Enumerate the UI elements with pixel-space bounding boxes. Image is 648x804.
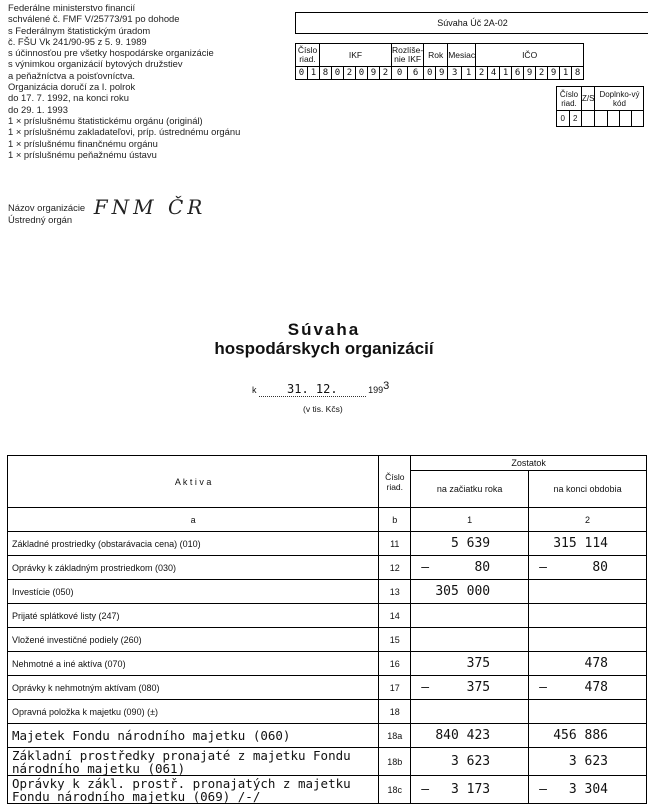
sub-digit: 2 bbox=[569, 111, 582, 127]
row-number: 18b bbox=[379, 748, 411, 776]
code-digit: 9 bbox=[368, 67, 380, 80]
row-end-value bbox=[529, 724, 647, 748]
date-line bbox=[252, 380, 389, 396]
row-label: Vložené investičné podiely (260) bbox=[8, 628, 379, 652]
sub-header-2: 2 bbox=[529, 508, 647, 532]
value: 80 bbox=[592, 560, 608, 575]
year-prefix: 199 bbox=[368, 385, 384, 395]
header-line: 1 × príslušnému zakladateľovi, príp. ústrednému orgánu bbox=[8, 126, 241, 138]
header-text-block bbox=[8, 2, 240, 160]
sub-digit: 0 bbox=[557, 111, 570, 127]
row-start-value bbox=[411, 700, 529, 724]
header-line: 1 × príslušnému štatistickému orgánu (originál) bbox=[8, 114, 203, 126]
page-title: Súvaha bbox=[287, 320, 361, 339]
code-digit: 1 bbox=[560, 67, 572, 80]
value: 456 886 bbox=[553, 728, 608, 743]
row-number: 15 bbox=[379, 628, 411, 652]
row-number: 14 bbox=[379, 604, 411, 628]
sub-cell bbox=[619, 111, 631, 127]
sub-cell bbox=[607, 111, 619, 127]
table-row bbox=[8, 676, 647, 700]
code-digit: 8 bbox=[572, 67, 584, 80]
sub-header-a: a bbox=[8, 508, 379, 532]
year-suffix: 3 bbox=[383, 380, 390, 392]
table-row bbox=[8, 652, 647, 676]
row-label: Nehmotné a iné aktíva (070) bbox=[8, 652, 379, 676]
code-digit: 2 bbox=[380, 67, 392, 80]
code-digit: 2 bbox=[536, 67, 548, 80]
table-row bbox=[8, 556, 647, 580]
row-end-value bbox=[529, 700, 647, 724]
header-line: s Federálnym štatistickým úradom bbox=[8, 24, 151, 36]
sub-cell bbox=[632, 111, 644, 127]
row-end-value bbox=[529, 748, 647, 776]
table-row bbox=[8, 748, 647, 776]
col-cislo-header: Číslo riad. bbox=[379, 456, 411, 508]
row-label: Oprávky k základným prostriedkom (030) bbox=[8, 556, 379, 580]
date-value: 31. 12. bbox=[259, 382, 366, 397]
row-label: Prijaté splátkové listy (247) bbox=[8, 604, 379, 628]
table-row bbox=[8, 628, 647, 652]
header-line: s účinnosťou pre všetky hospodárske organizácie bbox=[8, 47, 214, 59]
row-number: 17 bbox=[379, 676, 411, 700]
year bbox=[368, 380, 390, 395]
central-organ-label: Ústredný orgán bbox=[8, 214, 73, 225]
org-name-value: FNM ČR bbox=[93, 195, 207, 219]
neg-sign: — bbox=[421, 680, 430, 695]
header-line: Federálne ministerstvo financií bbox=[8, 2, 136, 13]
header-line: č. FŠU Vk 241/90-95 z 5. 9. 1989 bbox=[8, 35, 147, 47]
row-end-value bbox=[529, 676, 647, 700]
row-start-value bbox=[411, 652, 529, 676]
form-title-box: Súvaha Úč 2A-02 bbox=[295, 12, 648, 34]
value: 840 423 bbox=[435, 728, 491, 743]
row-end-value bbox=[529, 604, 647, 628]
code-label-rozlisenie: Rozlíše-nie IKF bbox=[392, 44, 424, 67]
code-digit: 0 bbox=[392, 67, 408, 80]
code-label-cislo: Číslo riad. bbox=[296, 44, 320, 67]
table-row bbox=[8, 580, 647, 604]
code-digit: 8 bbox=[320, 67, 332, 80]
sub-label-cislo: Číslo riad. bbox=[557, 87, 582, 111]
row-label: Základní prostředky pronajaté z majetku Fondu národního majetku (061) bbox=[8, 748, 379, 776]
code-label-ico: IČO bbox=[476, 44, 584, 67]
row-number: 11 bbox=[379, 532, 411, 556]
neg-sign: — bbox=[539, 782, 547, 797]
form-codes-table bbox=[295, 43, 584, 80]
sub-label-zs: Z/S bbox=[582, 87, 595, 111]
header-line: schválené č. FMF V/25773/91 po dohode bbox=[8, 13, 180, 25]
header-line: do 29. 1. 1993 bbox=[8, 103, 68, 115]
table-row bbox=[8, 532, 647, 556]
row-label: Oprávky k zákl. prostř. pronajatých z majetku Fondu národního majetku (069) /-/ bbox=[8, 776, 379, 804]
code-digit: 2 bbox=[476, 67, 488, 80]
value: 478 bbox=[584, 680, 608, 695]
value: 375 bbox=[466, 680, 491, 695]
code-label-rok: Rok bbox=[424, 44, 448, 67]
code-digit: 9 bbox=[524, 67, 536, 80]
form-sub-table bbox=[556, 86, 644, 127]
header-line: 1 × príslušnému finančnému orgánu bbox=[8, 137, 158, 149]
sub-label-doplnkovy: Doplnko-vý kód bbox=[595, 87, 644, 111]
header-line: do 17. 7. 1992, na konci roku bbox=[8, 92, 129, 104]
code-label-ikf: IKF bbox=[320, 44, 392, 67]
row-start-value bbox=[411, 580, 529, 604]
row-label: Majetek Fondu národního majetku (060) bbox=[8, 724, 379, 748]
sub-header-b: b bbox=[379, 508, 411, 532]
row-end-value bbox=[529, 532, 647, 556]
neg-sign: — bbox=[539, 680, 547, 695]
sub-header-1: 1 bbox=[411, 508, 529, 532]
value: 3 304 bbox=[568, 782, 608, 797]
table-row bbox=[8, 724, 647, 748]
header-line: Organizácia doručí za I. polrok bbox=[8, 81, 136, 93]
table-row bbox=[8, 700, 647, 724]
value: 5 639 bbox=[450, 536, 491, 551]
value: 478 bbox=[584, 656, 608, 671]
row-number: 13 bbox=[379, 580, 411, 604]
code-digit: 0 bbox=[296, 67, 308, 80]
col-end-header: na konci obdobia bbox=[529, 471, 647, 508]
row-number: 18c bbox=[379, 776, 411, 804]
code-digit: 9 bbox=[436, 67, 448, 80]
row-label: Opravná položka k majetku (090) (±) bbox=[8, 700, 379, 724]
code-label-mesiac: Mesiac bbox=[448, 44, 476, 67]
value: 305 000 bbox=[435, 584, 491, 599]
row-end-value bbox=[529, 628, 647, 652]
code-digit: 3 bbox=[448, 67, 462, 80]
value: 80 bbox=[474, 560, 491, 575]
value: 3 623 bbox=[450, 754, 491, 769]
row-start-value bbox=[411, 628, 529, 652]
row-number: 16 bbox=[379, 652, 411, 676]
row-start-value bbox=[411, 532, 529, 556]
value: 375 bbox=[466, 656, 491, 671]
org-name-label: Názov organizácie bbox=[8, 202, 86, 213]
code-digit: 6 bbox=[512, 67, 524, 80]
row-start-value bbox=[411, 776, 529, 804]
row-number: 18a bbox=[379, 724, 411, 748]
row-start-value bbox=[411, 724, 529, 748]
date-prefix: k bbox=[252, 385, 257, 395]
row-label: Základné prostriedky (obstarávacia cena) (010) bbox=[8, 532, 379, 556]
row-number: 12 bbox=[379, 556, 411, 580]
neg-sign: — bbox=[539, 560, 547, 575]
row-start-value bbox=[411, 604, 529, 628]
code-digit: 0 bbox=[332, 67, 344, 80]
col-zostatok-header: Zostatok bbox=[411, 456, 647, 471]
code-digit: 9 bbox=[548, 67, 560, 80]
code-digit: 1 bbox=[462, 67, 476, 80]
code-digit: 0 bbox=[424, 67, 436, 80]
code-digit: 2 bbox=[344, 67, 356, 80]
row-label: Oprávky k nehmotným aktívam (080) bbox=[8, 676, 379, 700]
table-row bbox=[8, 604, 647, 628]
neg-sign: — bbox=[421, 560, 430, 575]
code-digit: 1 bbox=[500, 67, 512, 80]
header-line: a peňažníctva a poisťovníctva. bbox=[8, 69, 136, 81]
sub-cell bbox=[595, 111, 607, 127]
code-digit: 6 bbox=[408, 67, 424, 80]
neg-sign: — bbox=[421, 782, 430, 797]
col-start-header: na začiatku roka bbox=[411, 471, 529, 508]
row-start-value bbox=[411, 556, 529, 580]
value: 3 173 bbox=[450, 782, 491, 797]
page-subtitle: hospodárskych organizácií bbox=[214, 339, 434, 358]
units-label: (v tis. Kčs) bbox=[303, 404, 343, 414]
value: 315 114 bbox=[553, 536, 608, 551]
col-aktiva-header: A k t i v a bbox=[8, 456, 379, 508]
row-end-value bbox=[529, 776, 647, 804]
header-line: s výnimkou organizácií bytových družstiev bbox=[8, 58, 183, 70]
row-end-value bbox=[529, 556, 647, 580]
code-digit-row bbox=[296, 67, 584, 80]
table-row bbox=[8, 776, 647, 804]
row-start-value bbox=[411, 748, 529, 776]
row-number: 18 bbox=[379, 700, 411, 724]
row-end-value bbox=[529, 580, 647, 604]
code-digit: 0 bbox=[356, 67, 368, 80]
balance-table bbox=[7, 455, 647, 804]
row-label: Investície (050) bbox=[8, 580, 379, 604]
row-end-value bbox=[529, 652, 647, 676]
sub-cell bbox=[582, 111, 595, 127]
code-digit: 1 bbox=[308, 67, 320, 80]
header-line: 1 × príslušnému peňažnému ústavu bbox=[8, 148, 157, 160]
value: 3 623 bbox=[568, 754, 608, 769]
code-digit: 4 bbox=[488, 67, 500, 80]
row-start-value bbox=[411, 676, 529, 700]
